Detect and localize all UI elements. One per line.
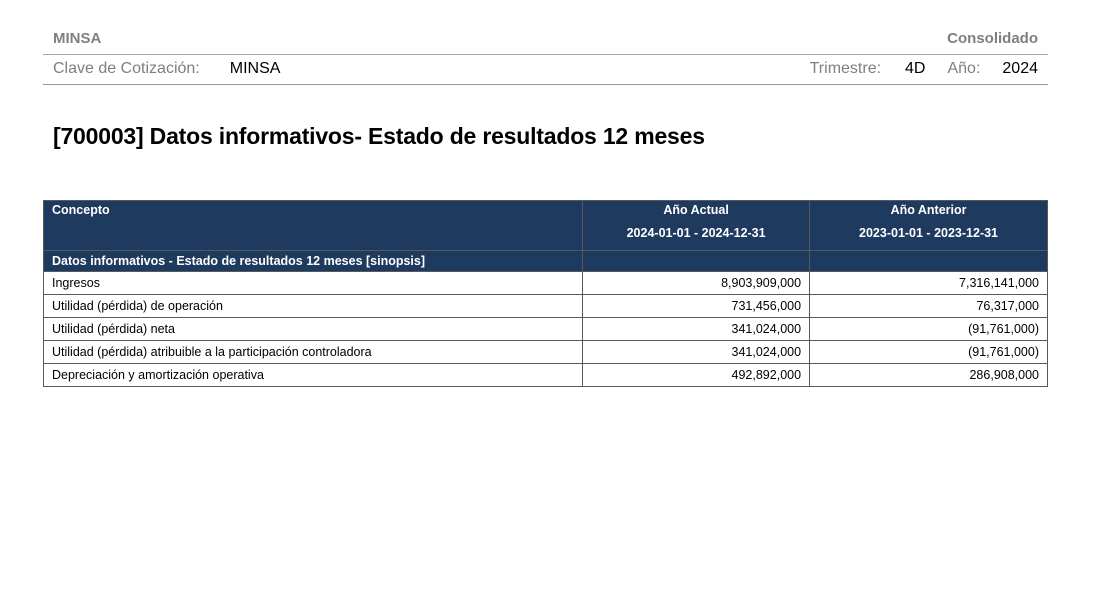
period-group <box>810 60 1038 78</box>
table-row <box>44 272 1048 295</box>
column-label-ano-anterior: Año Anterior <box>890 203 967 217</box>
current-value-cell: 341,024,000 <box>583 341 810 364</box>
table-row <box>44 295 1048 318</box>
current-value-cell: 492,892,000 <box>583 364 810 387</box>
section-empty-previous <box>810 251 1048 272</box>
table-head <box>44 201 1048 272</box>
concept-cell: Depreciación y amortización operativa <box>44 364 583 387</box>
report-header-meta <box>43 55 1048 85</box>
column-header-concepto: Concepto <box>44 201 583 251</box>
concept-cell: Utilidad (pérdida) atribuible a la participación controladora <box>44 341 583 364</box>
section-header-row <box>44 251 1048 272</box>
column-header-ano-actual <box>583 201 810 251</box>
column-dates-ano-actual: 2024-01-01 - 2024-12-31 <box>626 226 766 240</box>
table-row <box>44 364 1048 387</box>
quarter-label: Trimestre: <box>809 60 882 77</box>
column-header-ano-anterior <box>810 201 1048 251</box>
concept-cell: Ingresos <box>44 272 583 295</box>
concept-cell: Utilidad (pérdida) de operación <box>44 295 583 318</box>
column-header-row <box>44 201 1048 251</box>
column-label-ano-actual: Año Actual <box>663 203 729 217</box>
ticker-group <box>53 60 280 78</box>
column-dates-ano-anterior: 2023-01-01 - 2023-12-31 <box>859 226 999 240</box>
year-label: Año: <box>947 60 981 77</box>
financial-table <box>43 200 1048 387</box>
table-row <box>44 341 1048 364</box>
previous-value-cell: 76,317,000 <box>810 295 1048 318</box>
current-value-cell: 731,456,000 <box>583 295 810 318</box>
current-value-cell: 8,903,909,000 <box>583 272 810 295</box>
ticker-value: MINSA <box>229 60 281 77</box>
previous-value-cell: 7,316,141,000 <box>810 272 1048 295</box>
table-body <box>44 272 1048 387</box>
previous-value-cell: 286,908,000 <box>810 364 1048 387</box>
table-row <box>44 318 1048 341</box>
ticker-label: Clave de Cotización: <box>53 60 200 77</box>
page-title: [700003] Datos informativos- Estado de resultados 12 meses <box>53 123 705 149</box>
consolidated-label: Consolidado <box>947 30 1038 47</box>
previous-value-cell: (91,761,000) <box>810 318 1048 341</box>
report-header-top <box>43 30 1048 55</box>
concept-cell: Utilidad (pérdida) neta <box>44 318 583 341</box>
company-name: MINSA <box>53 30 102 47</box>
section-empty-current <box>583 251 810 272</box>
current-value-cell: 341,024,000 <box>583 318 810 341</box>
previous-value-cell: (91,761,000) <box>810 341 1048 364</box>
section-title: Datos informativos - Estado de resultados 12 meses [sinopsis] <box>44 251 583 272</box>
quarter-value: 4D <box>905 60 926 77</box>
year-value: 2024 <box>1002 60 1038 77</box>
